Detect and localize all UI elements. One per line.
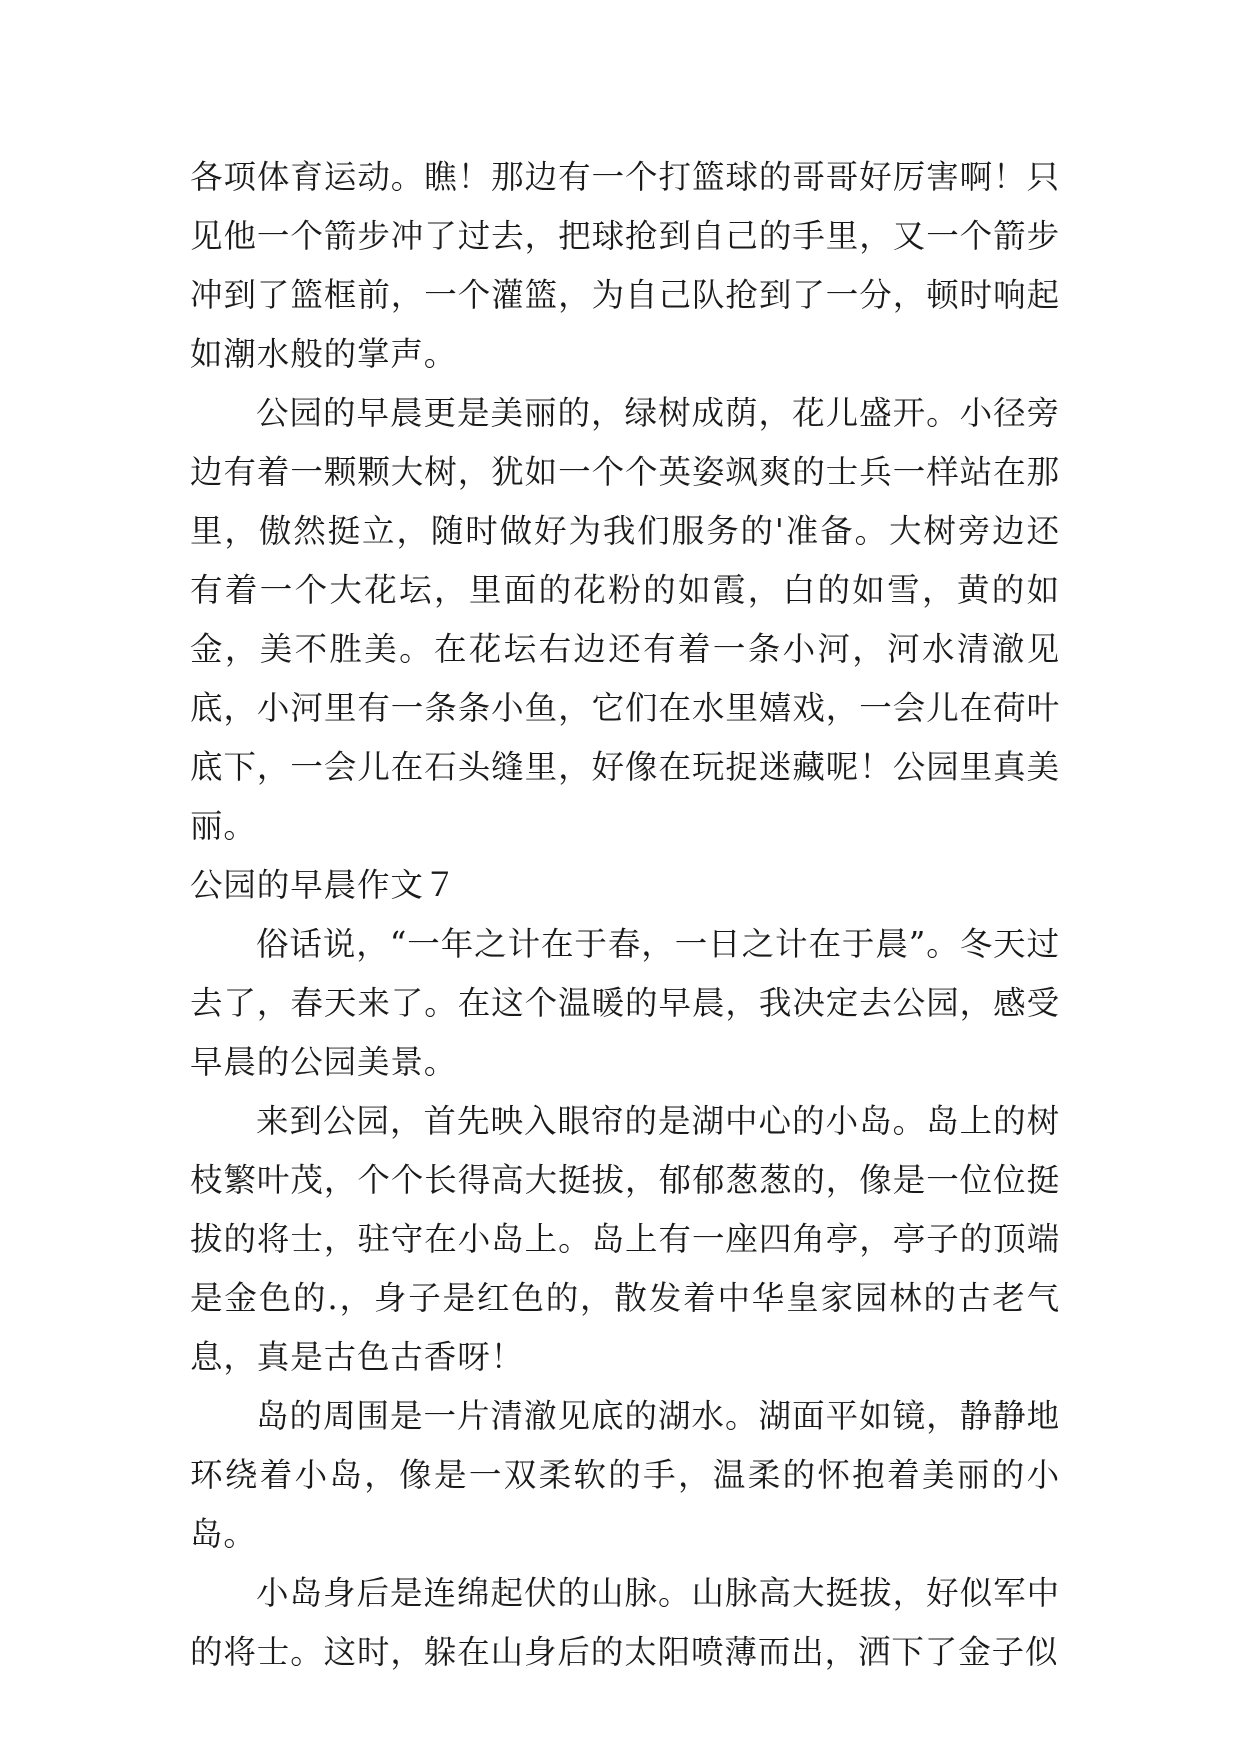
paragraph-island: 来到公园，首先映入眼帘的是湖中心的小岛。岛上的树枝繁叶茂，个个长得高大挺拔，郁郁葱葱的，像是一位位挺拔的将士，驻守在小岛上。岛上有一座四角亭，亭子的顶端是金色的.，身子是红色的，散发着中华皇家园林的古老气息，真是古色古香呀！ xyxy=(190,1102,1060,1376)
paragraph-lake: 岛的周围是一片清澈见底的湖水。湖面平如镜，静静地环绕着小岛，像是一双柔软的手，温柔的怀抱着美丽的小岛。 xyxy=(190,1397,1060,1553)
paragraph-mountains: 小岛身后是连绵起伏的山脉。山脉高大挺拔，好似军中的将士。这时，躲在山身后的太阳喷薄而出，洒下了金子似 xyxy=(190,1574,1060,1671)
paragraph-park-morning: 公园的早晨更是美丽的，绿树成荫，花儿盛开。小径旁边有着一颗颗大树，犹如一个个英姿飒爽的士兵一样站在那里，傲然挺立，随时做好为我们服务的'准备。大树旁边还有着一个大花坛，里面的花粉的如霞，白的如雪，黄的如金，美不胜美。在花坛右边还有着一条小河，河水清澈见底，小河里有一条条小鱼，它们在水里嬉戏，一会儿在荷叶底下，一会儿在石头缝里，好像在玩捉迷藏呢！公园里真美丽。 xyxy=(190,394,1060,845)
paragraph-proverb: 俗话说，“一年之计在于春，一日之计在于晨”。冬天过去了，春天来了。在这个温暖的早晨，我决定去公园，感受早晨的公园美景。 xyxy=(190,925,1060,1081)
essay-title: 公园的早晨作文７ xyxy=(190,866,458,904)
document-body xyxy=(190,148,1060,1682)
paragraph-sports: 各项体育运动。瞧！那边有一个打篮球的哥哥好厉害啊！只见他一个箭步冲了过去，把球抢到自己的手里，又一个箭步冲到了篮框前，一个灌篮，为自己队抢到了一分，顿时响起如潮水般的掌声。 xyxy=(190,158,1060,373)
